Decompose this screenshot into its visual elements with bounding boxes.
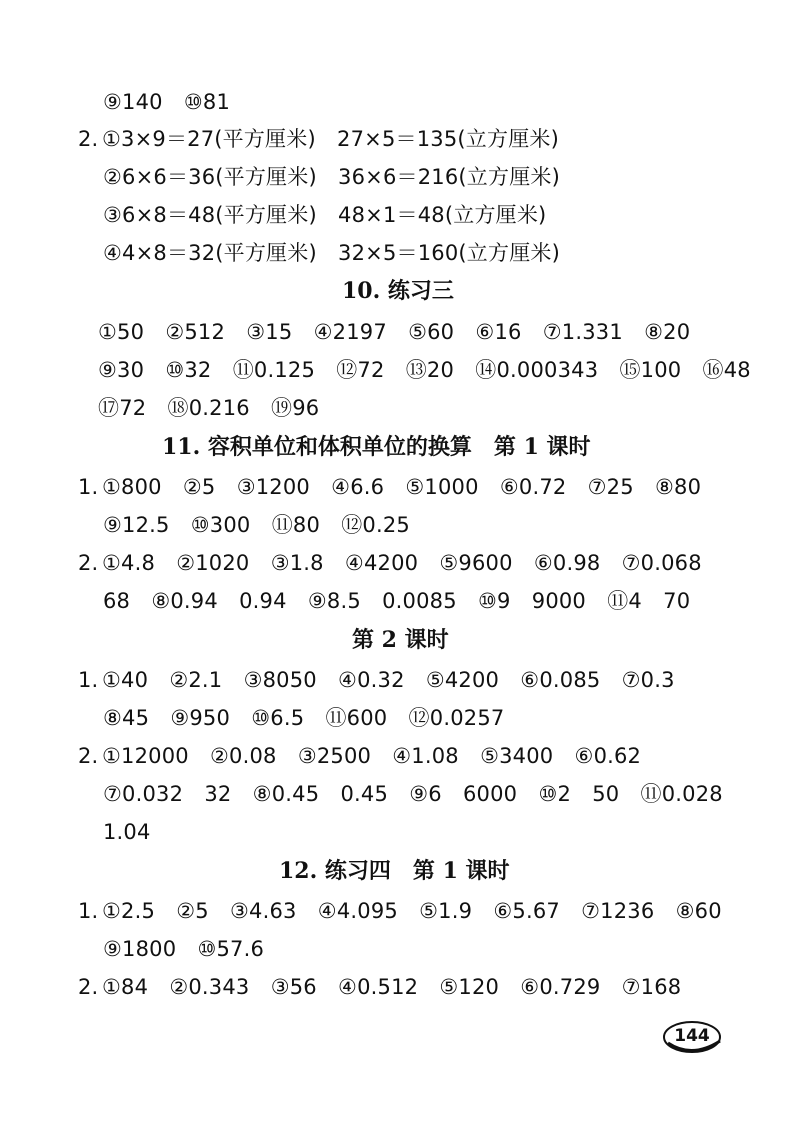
answer-row [78, 125, 559, 153]
question-number: 1. [78, 475, 99, 499]
answer-row [78, 666, 675, 694]
answer-line: ⑨30 ⑩32 ⑪0.125 ⑫72 ⑬20 ⑭0.000343 ⑮100 ⑯48 [98, 358, 751, 382]
answer-line: ④4×8＝32(平方厘米) 32×5＝160(立方厘米) [103, 241, 560, 265]
answer-line: ②6×6＝36(平方厘米) 36×6＝216(立方厘米) [103, 165, 560, 189]
section-title: 第 2 课时 [352, 627, 449, 653]
section-title: 11. 容积单位和体积单位的换算 第 1 课时 [162, 434, 591, 460]
answer-line: ①84 ②0.343 ③56 ④0.512 ⑤120 ⑥0.729 ⑦168 [102, 975, 682, 999]
question-number: 2. [78, 744, 99, 768]
answer-row [78, 549, 702, 577]
answer-line: ①800 ②5 ③1200 ④6.6 ⑤1000 ⑥0.72 ⑦25 ⑧80 [102, 475, 702, 499]
question-number: 2. [78, 127, 99, 151]
answer-line: 68 ⑧0.94 0.94 ⑨8.5 0.0085 ⑩9 9000 ⑪4 70 [103, 589, 691, 613]
answer-line: ⑨140 ⑩81 [103, 90, 231, 114]
question-number: 2. [78, 551, 99, 575]
answer-line: ①12000 ②0.08 ③2500 ④1.08 ⑤3400 ⑥0.62 [102, 744, 642, 768]
answer-line: ①4.8 ②1020 ③1.8 ④4200 ⑤9600 ⑥0.98 ⑦0.068 [102, 551, 702, 575]
question-number: 2. [78, 975, 99, 999]
answer-row [78, 897, 722, 925]
answer-line: ⑦0.032 32 ⑧0.45 0.45 ⑨6 6000 ⑩2 50 ⑪0.028 [103, 782, 723, 806]
answer-line: ①3×9＝27(平方厘米) 27×5＝135(立方厘米) [102, 127, 559, 151]
answer-line: 1.04 [103, 820, 151, 844]
answer-line: ①40 ②2.1 ③8050 ④0.32 ⑤4200 ⑥0.085 ⑦0.3 [102, 668, 675, 692]
section-title: 10. 练习三 [342, 278, 454, 304]
section-title: 12. 练习四 第 1 课时 [279, 858, 510, 884]
answer-line: ①50 ②512 ③15 ④2197 ⑤60 ⑥16 ⑦1.331 ⑧20 [98, 320, 691, 344]
page-number: 144 [674, 1026, 710, 1046]
answer-line: ⑨1800 ⑩57.6 [103, 937, 265, 961]
question-number: 1. [78, 668, 99, 692]
answer-line: ⑨12.5 ⑩300 ⑪80 ⑫0.25 [103, 513, 410, 537]
question-number: 1. [78, 899, 99, 923]
answer-row [78, 742, 641, 770]
answer-row [78, 973, 681, 1001]
page-number-badge [662, 1019, 724, 1055]
answer-row [78, 473, 701, 501]
answer-line: ①2.5 ②5 ③4.63 ④4.095 ⑤1.9 ⑥5.67 ⑦1236 ⑧60 [102, 899, 722, 923]
answer-line: ⑧45 ⑨950 ⑩6.5 ⑪600 ⑫0.0257 [103, 706, 505, 730]
answer-line: ⑰72 ⑱0.216 ⑲96 [98, 396, 320, 420]
answer-line: ③6×8＝48(平方厘米) 48×1＝48(立方厘米) [103, 203, 547, 227]
